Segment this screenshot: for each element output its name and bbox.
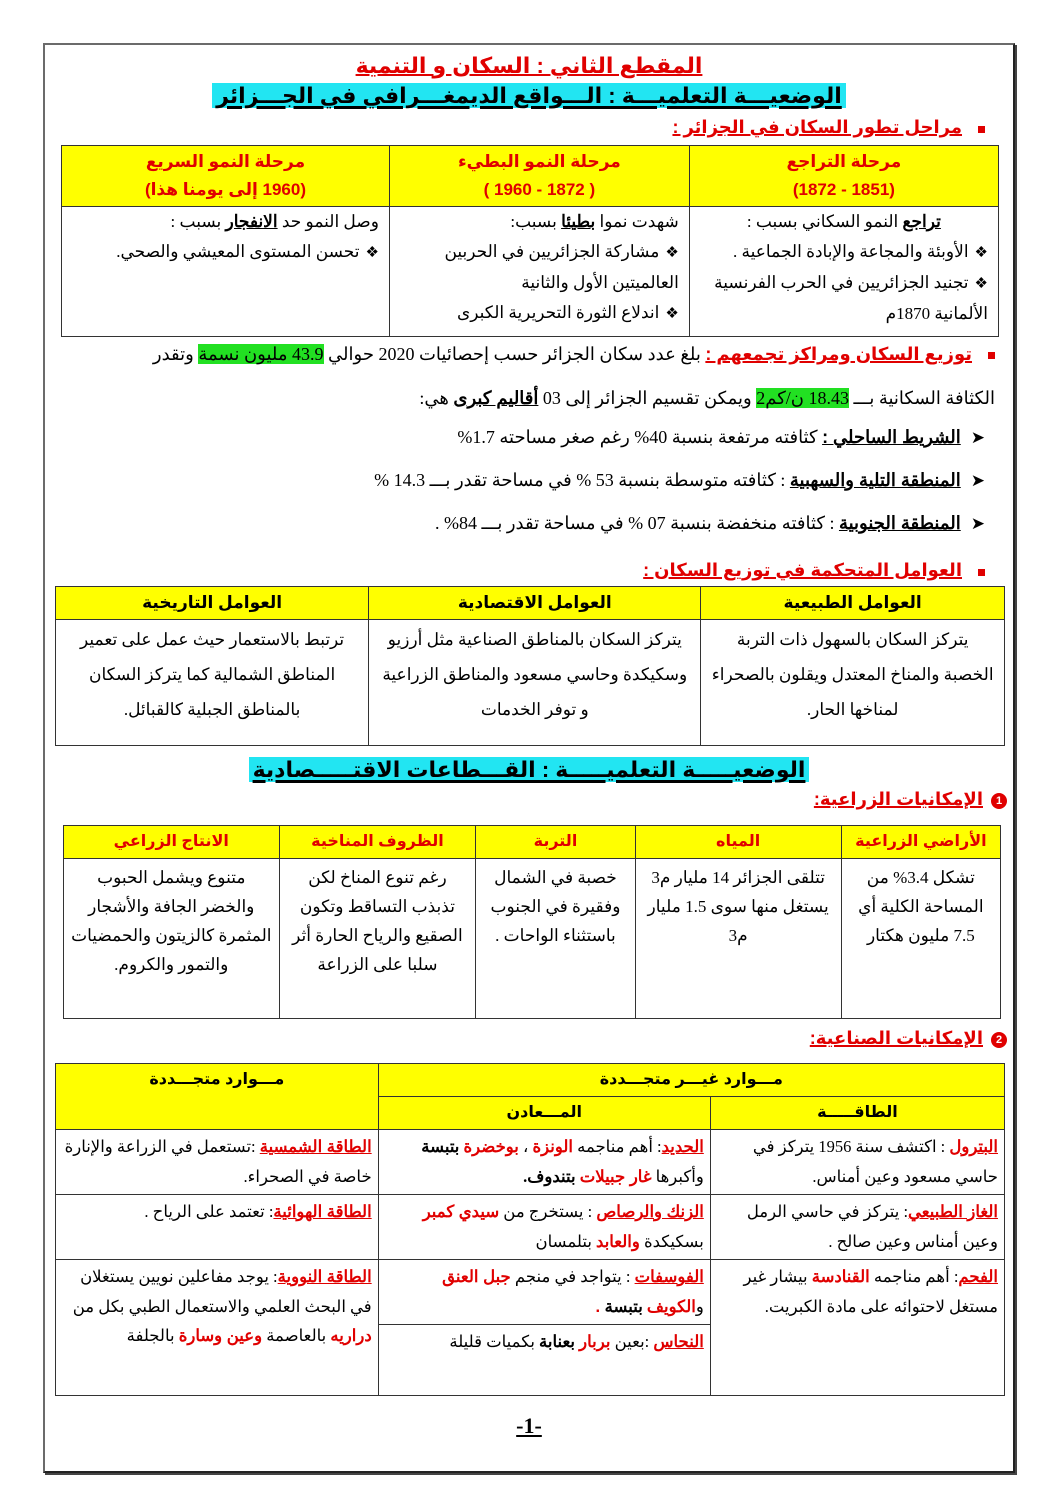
situation2-title: الوضعيـــــة التعلميـــــة : القـــطاعات الاقتـــــصادية <box>249 757 810 782</box>
resource-name: الفوسفات <box>634 1268 704 1286</box>
density-highlight: 18.43 ن/كم2 <box>756 388 849 408</box>
section2-paragraph: توزيع السكان ومراكز تجمعهم : بلغ عدد سكان الجزائر حسب إحصائيات 2020 حوالي 43.9 مليون نسمة وتقدر <box>63 339 995 369</box>
resource-cell <box>710 1195 1004 1260</box>
resource-text: وأكبرها <box>651 1167 704 1186</box>
resource-text: :بعين <box>610 1332 654 1351</box>
distribution-factors-table <box>55 586 1005 746</box>
place-name: سيدي كمبر <box>422 1203 500 1221</box>
resource-text: بتندوف. <box>523 1167 580 1186</box>
agriculture-table <box>63 825 1001 1019</box>
place-name: بربار <box>579 1333 611 1351</box>
resource-text: : أهم مناجمه <box>572 1137 662 1156</box>
situation1-title-wrap <box>45 81 1013 111</box>
arrow-bullet-icon: ➤ <box>970 428 985 448</box>
section1-heading: مراحل تطور السكان في الجزائر : <box>672 117 985 138</box>
resource-text: : أهم مناجمه <box>869 1267 959 1286</box>
section3-heading: العوامل المتحكمة في توزيع السكان : <box>643 560 985 581</box>
resource-text: : يستخرج من <box>499 1202 597 1221</box>
resource-name: الزنك والرصاص <box>596 1203 704 1221</box>
resource-cell <box>56 1195 379 1260</box>
energy-subheader: الطاقـــــة <box>710 1097 1004 1130</box>
population-stages-table <box>61 145 999 337</box>
resource-text: ، <box>518 1137 533 1156</box>
arrow-bullet-icon: ➤ <box>970 471 985 491</box>
region-line: ➤المنطقة الجنوبية : كثافته منخفضة بنسبة 07 % في مساحة تقدر بـــ 84% . <box>435 513 985 534</box>
number-badge-icon: 1 <box>991 793 1007 809</box>
number-badge-icon: 2 <box>991 1032 1007 1048</box>
place-name: والعابد <box>596 1233 640 1251</box>
agri-cell: رغم تنوع المناخ لكن تذبذب التساقط وتكون الصقيع والرياح الحارة أثر سلبا على الزراعة <box>279 859 476 1019</box>
place-name: القنادسة <box>811 1268 870 1286</box>
place-name: الكويف <box>646 1298 696 1316</box>
square-bullet-icon <box>978 126 985 133</box>
resource-text: بتبسة <box>421 1137 464 1156</box>
nonrenewable-header: مـــوارد غيـــر متجـــددة <box>378 1064 1004 1097</box>
situation1-title: الوضعيـــة التعلميـــة : الـــواقع الديمغـــرافي في الجـــزائر <box>212 83 846 108</box>
resource-text: : يتواجد في منجم <box>510 1267 635 1286</box>
resource-name: النحاس <box>653 1333 704 1351</box>
factor-header: العوامل الطبيعية <box>701 587 1005 620</box>
renewable-header: مـــوارد متجـــددة <box>56 1064 379 1130</box>
agri-header: المياه <box>635 826 841 859</box>
stage-cell: شهدت نموا بطيئا بسبب: ❖مشاركة الجزائريين في الحربين العالميتين الأول والثانية ❖اندلاع الثورة التحريرية الكبرى <box>389 207 689 337</box>
page-frame <box>43 43 1015 1473</box>
factor-cell: يتركز السكان بالسهول ذات التربة الخصبة والمناخ المعتدل ويقلون بالصحراء لمناخها الحار. <box>701 620 1005 746</box>
factor-header: العوامل الاقتصادية <box>369 587 701 620</box>
resource-name: الطاقة الشمسية <box>259 1138 372 1156</box>
agri-cell: خصبة في الشمال وفقيرة في الجنوب باستثناء الواحات . <box>476 859 635 1019</box>
resource-cell <box>378 1325 710 1396</box>
resource-text: بالجلفة <box>126 1326 179 1345</box>
industry-table <box>55 1063 1005 1396</box>
section2-density-line: الكثافة السكانية بـــ 18.43 ن/كم2 ويمكن تقسيم الجزائر إلى 03 أقاليم كبرى هي: <box>419 388 995 408</box>
place-name: وعين وسارة <box>178 1327 263 1345</box>
diamond-bullet-icon: ❖ <box>665 306 679 322</box>
stage-cell: وصل النمو حد الانفجار بسبب : ❖تحسن المستوى المعيشي والصحي. <box>62 207 390 337</box>
agri-heading: 1الإمكانيات الزراعية: <box>814 789 1007 810</box>
resource-name: الحديد <box>661 1138 704 1156</box>
resource-text: بكميات قليلة <box>449 1332 540 1351</box>
resource-text: : يوجد مفاعلين نويين يستغلان في البحث العلمي والاستعمال الطبي بكل من <box>72 1267 372 1316</box>
region-line: ➤المنطقة التلية والسهبية : كثافته متوسطة بنسبة 53 % في مساحة تقدر بـــ 14.3 % <box>374 470 985 491</box>
diamond-bullet-icon: ❖ <box>365 245 379 261</box>
resource-cell <box>56 1130 379 1195</box>
resource-cell <box>710 1130 1004 1195</box>
diamond-bullet-icon: ❖ <box>974 276 988 292</box>
population-highlight: 43.9 مليون نسمة <box>198 344 324 364</box>
agri-cell: تتلقى الجزائر 14 مليار م3 يستغل منها سوى 1.5 مليار م3 <box>635 859 841 1019</box>
place-name: . <box>595 1298 605 1316</box>
resource-text: : يتركز في حاسي الرمل وعين أمناس وعين صالح . <box>746 1202 998 1251</box>
situation2-title-wrap <box>45 755 1013 785</box>
resource-text: و <box>695 1297 704 1316</box>
agri-header: الانتاج الزراعي <box>64 826 280 859</box>
square-bullet-icon <box>988 352 995 359</box>
resource-cell <box>378 1130 710 1195</box>
industry-heading: 2الإمكانيات الصناعية: <box>810 1028 1007 1049</box>
agri-header: الأراضي الزراعية <box>841 826 1000 859</box>
minerals-subheader: المـــعادن <box>378 1097 710 1130</box>
agri-cell: متنوع ويشمل الحبوب والخضر الجافة والأشجار المثمرة كالزيتون والحمضيات والتمور والكروم. <box>64 859 280 1019</box>
unit-title: المقطع الثاني : السكان و التنمية <box>355 53 703 78</box>
place-name: جبل العنق <box>442 1268 511 1286</box>
agri-header: الظروف المناخية <box>279 826 476 859</box>
place-name: بوخضرة <box>463 1138 519 1156</box>
resource-text: بتلمسان <box>535 1232 597 1251</box>
resource-cell <box>710 1260 1004 1396</box>
resource-cell <box>56 1260 379 1396</box>
square-bullet-icon <box>978 569 985 576</box>
place-name: غار جبيلات <box>579 1168 652 1186</box>
resource-name: الطاقة النووية <box>277 1268 372 1286</box>
resource-text: :تستعمل في الزراعة والإنارة خاصة في الصحراء. <box>64 1137 372 1186</box>
factor-header: العوامل التاريخية <box>56 587 369 620</box>
place-name: دراريه <box>330 1327 372 1345</box>
stage-header: مرحلة التراجع (1851 - 1872) <box>689 146 998 207</box>
resource-text: بيشار غير مستغل لاحتوائه على مادة الكبريت. <box>743 1267 998 1316</box>
resource-text: بتبسة <box>604 1297 647 1316</box>
resource-name: الغاز الطبيعي <box>908 1203 998 1221</box>
region-line: ➤الشريط الساحلي : كثافته مرتفعة بنسبة 40% رغم صغر مساحته 1.7% <box>457 427 985 448</box>
diamond-bullet-icon: ❖ <box>974 245 988 261</box>
factor-cell: ترتبط بالاستعمار حيث عمل على تعمير المناطق الشمالية كما يتركز السكان بالمناطق الجبلية كالقبائل. <box>56 620 369 746</box>
resource-name: الفحم <box>958 1268 998 1286</box>
resource-text: بالعاصمة <box>262 1326 331 1345</box>
resource-text: بسكيكدة <box>639 1232 704 1251</box>
stage-header: مرحلة النمو البطيء ( 1872 - 1960 ) <box>389 146 689 207</box>
resource-cell <box>378 1260 710 1325</box>
resource-name: الطاقة الهوائية <box>273 1203 372 1221</box>
page-number: -1- <box>516 1413 542 1438</box>
resource-text: بعنابة <box>539 1332 580 1351</box>
agri-header: التربة <box>476 826 635 859</box>
agri-cell: تشكل 3.4% من المساحة الكلية أي 7.5 مليون هكتار <box>841 859 1000 1019</box>
resource-cell <box>378 1195 710 1260</box>
diamond-bullet-icon: ❖ <box>665 245 679 261</box>
place-name: الونزة <box>532 1138 573 1156</box>
stage-header: مرحلة النمو السريع (1960 إلى يومنا هذا) <box>62 146 390 207</box>
resource-text: : اكتشف سنة 1956 يتركز في حاسي مسعود وعين أمناس. <box>752 1137 998 1186</box>
stage-cell: تراجع النمو السكاني بسبب : ❖الأوبئة والمجاعة والإبادة الجماعية . ❖تجنيد الجزائريين في الحرب الفرنسية الألمانية 1870م <box>689 207 998 337</box>
factor-cell: يتركز السكان بالمناطق الصناعية مثل أرزيو وسكيكدة وحاسي مسعود والمناطق الزراعية و توفر الخدمات <box>369 620 701 746</box>
resource-name: البترول <box>949 1138 998 1156</box>
arrow-bullet-icon: ➤ <box>970 514 985 534</box>
resource-text: : تعتمد على الرياح . <box>144 1202 274 1221</box>
